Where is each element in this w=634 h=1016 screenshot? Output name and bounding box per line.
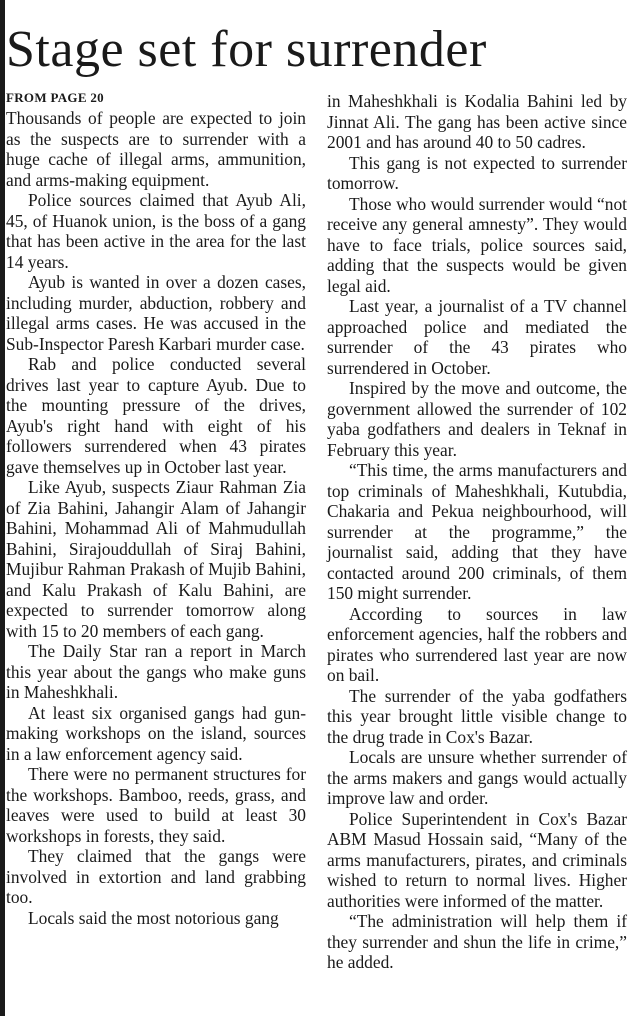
left-border-rule [0, 0, 5, 1016]
paragraph: Rab and police conducted several drives last year to capture Ayub. Due to the mounting pressure of the drives, Ayub's right hand with eight of his followers surrendered when 43 pirates gave themselves up in October last year. [6, 354, 306, 477]
headline: Stage set for surrender [6, 21, 487, 78]
paragraph: Thousands of people are expected to join as the suspects are to surrender with a huge cache of illegal arms, ammunition, and arms-making equipment. [6, 108, 306, 190]
left-column [6, 91, 306, 928]
paragraph: “The administration will help them if they surrender and shun the life in crime,” he added. [327, 911, 627, 972]
continued-from-kicker: FROM PAGE 20 [6, 90, 104, 105]
paragraph: Police sources claimed that Ayub Ali, 45, of Huanok union, is the boss of a gang that has been active in the area for the last 14 years. [6, 190, 306, 272]
paragraph: Like Ayub, suspects Ziaur Rahman Zia of Zia Bahini, Jahangir Alam of Jahangir Bahini, Mohammad Ali of Mahmudullah Bahini, Sirajouddullah of Siraj Bahini, Mujibur Rahman Prakash of Mujib Bahini, and Kalu Prakash of Kalu Bahini, are expected to surrender tomorrow along with 15 to 20 members of each gang. [6, 477, 306, 641]
paragraph: Those who would surrender would “not receive any general amnesty”. They would have to face trials, police sources said, adding that the suspects would be given legal aid. [327, 193, 627, 296]
paragraph: There were no permanent structures for the workshops. Bamboo, reeds, grass, and leaves were used to build at least 30 workshops in forests, they said. [6, 764, 306, 846]
paragraph: The Daily Star ran a report in March this year about the gangs who make guns in Maheshkhali. [6, 641, 306, 702]
right-column [327, 91, 627, 973]
paragraph: This gang is not expected to surrender tomorrow. [327, 152, 627, 193]
paragraph: At least six organised gangs had gun-making workshops on the island, sources in a law enforcement agency said. [6, 702, 306, 764]
paragraph: Police Superintendent in Cox's Bazar ABM Masud Hossain said, “Many of the arms manufacturers, pirates, and criminals wished to return to normal lives. Higher authorities were informed of the matter. [327, 808, 627, 911]
paragraph: Last year, a journalist of a TV channel approached police and mediated the surrender of the 43 pirates who surrendered in October. [327, 296, 627, 378]
paragraph: Ayub is wanted in over a dozen cases, including murder, abduction, robbery and illegal arms cases. He was accused in the Sub-Inspector Paresh Karbari murder case. [6, 272, 306, 354]
paragraph: According to sources in law enforcement agencies, half the robbers and pirates who surrendered last year are now on bail. [327, 603, 627, 685]
paragraph: The surrender of the yaba godfathers this year brought little visible change to the drug trade in Cox's Bazar. [327, 685, 627, 747]
paragraph: Locals are unsure whether surrender of the arms makers and gangs would actually improve law and order. [327, 747, 627, 808]
paragraph: Inspired by the move and outcome, the government allowed the surrender of 102 yaba godfathers and dealers in Teknaf in February this year. [327, 378, 627, 460]
paragraph: “This time, the arms manufacturers and top criminals of Maheshkhali, Kutubdia, Chakaria and Pekua neighbourhood, will surrender at the programme,” the journalist said, adding that they have contacted around 200 criminals, of them 150 might surrender. [327, 460, 627, 603]
paragraph: in Maheshkhali is Kodalia Bahini led by Jinnat Ali. The gang has been active since 2001 and has around 40 to 50 cadres. [327, 91, 627, 152]
paragraph: They claimed that the gangs were involved in extortion and land grabbing too. [6, 846, 306, 907]
paragraph: Locals said the most notorious gang [28, 907, 279, 928]
